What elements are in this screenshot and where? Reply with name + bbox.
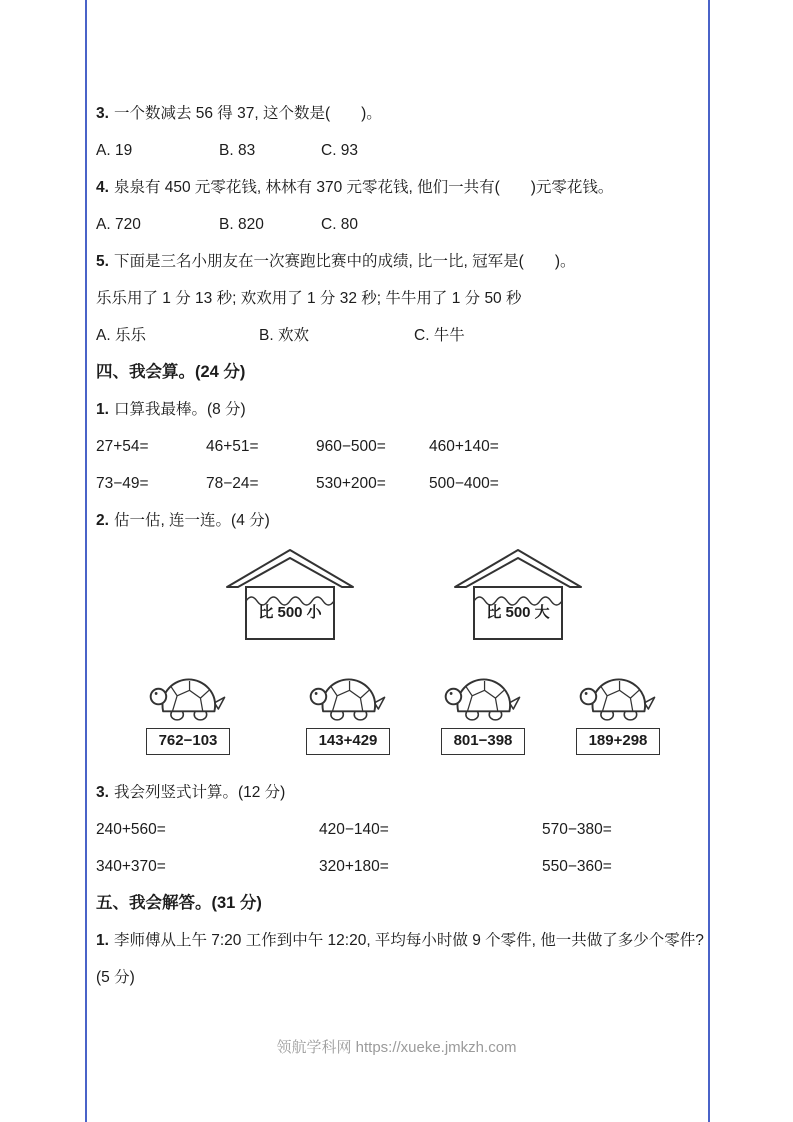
turtle-option-2 bbox=[293, 667, 403, 755]
site-watermark bbox=[0, 1036, 793, 1057]
house-less-than-500-label: 比 500 小 bbox=[258, 604, 322, 621]
expression-box: 143+429 bbox=[306, 728, 390, 755]
expression-box: 801−398 bbox=[441, 728, 525, 755]
estimate-number: 2. bbox=[96, 512, 109, 529]
vertical-calc-title-text: 我会列竖式计算。(12 分) bbox=[113, 784, 286, 801]
section-five-title-text: 五、我会解答。(31 分) bbox=[96, 894, 262, 912]
question-5-detail bbox=[96, 280, 704, 317]
question-3-text: 一个数减去 56 得 37, 这个数是( )。 bbox=[113, 105, 382, 122]
question-5-text: 下面是三名小朋友在一次赛跑比赛中的成绩, 比一比, 冠军是( )。 bbox=[113, 253, 576, 270]
oral-calc-item: 78−24= bbox=[206, 475, 259, 492]
question-4-text: 泉泉有 450 元零花钱, 林林有 370 元零花钱, 他们一共有( )元零花钱。 bbox=[113, 179, 614, 196]
turtle-icon bbox=[309, 667, 387, 723]
question-5-option-c: C. 牛牛 bbox=[414, 327, 465, 344]
question-4-options bbox=[96, 206, 704, 243]
question-5-option-a: A. 乐乐 bbox=[96, 327, 146, 344]
section-four-title bbox=[96, 354, 704, 391]
oral-calc-item: 960−500= bbox=[316, 438, 386, 455]
question-4-number: 4. bbox=[96, 179, 109, 196]
page-border-left bbox=[85, 0, 87, 1122]
question-4 bbox=[96, 169, 704, 206]
estimation-matching-area bbox=[96, 539, 704, 774]
oral-calc-item: 500−400= bbox=[429, 475, 499, 492]
oral-calc-item: 530+200= bbox=[316, 475, 386, 492]
house-less-than-500 bbox=[226, 547, 354, 641]
worksheet-content bbox=[96, 95, 704, 996]
vertical-calc-number: 3. bbox=[96, 784, 109, 801]
question-3-option-a: A. 19 bbox=[96, 142, 133, 159]
expression-box: 762−103 bbox=[146, 728, 230, 755]
house-greater-than-500 bbox=[454, 547, 582, 641]
oral-calc-item: 73−49= bbox=[96, 475, 149, 492]
oral-calc-item: 27+54= bbox=[96, 438, 149, 455]
estimate-title bbox=[96, 502, 704, 539]
turtle-option-1 bbox=[133, 667, 243, 755]
oral-calc-number: 1. bbox=[96, 401, 109, 418]
word-problem-1-number: 1. bbox=[96, 932, 109, 949]
section-five-title bbox=[96, 885, 704, 922]
question-4-option-b: B. 820 bbox=[219, 216, 264, 233]
turtle-option-4 bbox=[563, 667, 673, 755]
page-border-right bbox=[708, 0, 710, 1122]
oral-calc-title bbox=[96, 391, 704, 428]
turtle-icon bbox=[579, 667, 657, 723]
vertical-calc-item: 340+370= bbox=[96, 858, 166, 875]
question-3-option-c: C. 93 bbox=[321, 142, 359, 159]
question-4-option-a: A. 720 bbox=[96, 216, 141, 233]
oral-calc-row-1 bbox=[96, 428, 704, 465]
vertical-calc-item: 550−360= bbox=[542, 858, 612, 875]
expression-box: 189+298 bbox=[576, 728, 660, 755]
question-4-option-c: C. 80 bbox=[321, 216, 359, 233]
house-icon bbox=[226, 547, 354, 641]
question-5-number: 5. bbox=[96, 253, 109, 270]
question-5-detail-text: 乐乐用了 1 分 13 秒; 欢欢用了 1 分 32 秒; 牛牛用了 1 分 50 秒 bbox=[96, 290, 522, 307]
vertical-calc-item: 320+180= bbox=[319, 858, 389, 875]
vertical-calc-item: 240+560= bbox=[96, 821, 166, 838]
question-3-options bbox=[96, 132, 704, 169]
section-four-title-text: 四、我会算。(24 分) bbox=[96, 363, 246, 381]
word-problem-1 bbox=[96, 922, 704, 996]
question-3-option-b: B. 83 bbox=[219, 142, 256, 159]
question-3 bbox=[96, 95, 704, 132]
house-greater-than-500-label: 比 500 大 bbox=[486, 604, 550, 621]
vertical-calc-item: 570−380= bbox=[542, 821, 612, 838]
turtle-icon bbox=[149, 667, 227, 723]
vertical-calc-row-2 bbox=[96, 848, 704, 885]
estimate-title-text: 估一估, 连一连。(4 分) bbox=[113, 512, 270, 529]
vertical-calc-row-1 bbox=[96, 811, 704, 848]
turtle-option-3 bbox=[428, 667, 538, 755]
oral-calc-item: 460+140= bbox=[429, 438, 499, 455]
site-watermark-text: 领航学科网 https://xueke.jmkzh.com bbox=[276, 1039, 517, 1056]
house-icon bbox=[454, 547, 582, 641]
word-problem-1-text: 李师傅从上午 7:20 工作到中午 12:20, 平均每小时做 9 个零件, 他一共做了多少个零件?(5 分) bbox=[96, 932, 704, 986]
vertical-calc-title bbox=[96, 774, 704, 811]
question-5 bbox=[96, 243, 704, 280]
question-5-option-b: B. 欢欢 bbox=[259, 327, 309, 344]
question-5-options bbox=[96, 317, 704, 354]
oral-calc-row-2 bbox=[96, 465, 704, 502]
oral-calc-title-text: 口算我最棒。(8 分) bbox=[113, 401, 246, 418]
oral-calc-item: 46+51= bbox=[206, 438, 259, 455]
question-3-number: 3. bbox=[96, 105, 109, 122]
turtle-icon bbox=[444, 667, 522, 723]
vertical-calc-item: 420−140= bbox=[319, 821, 389, 838]
